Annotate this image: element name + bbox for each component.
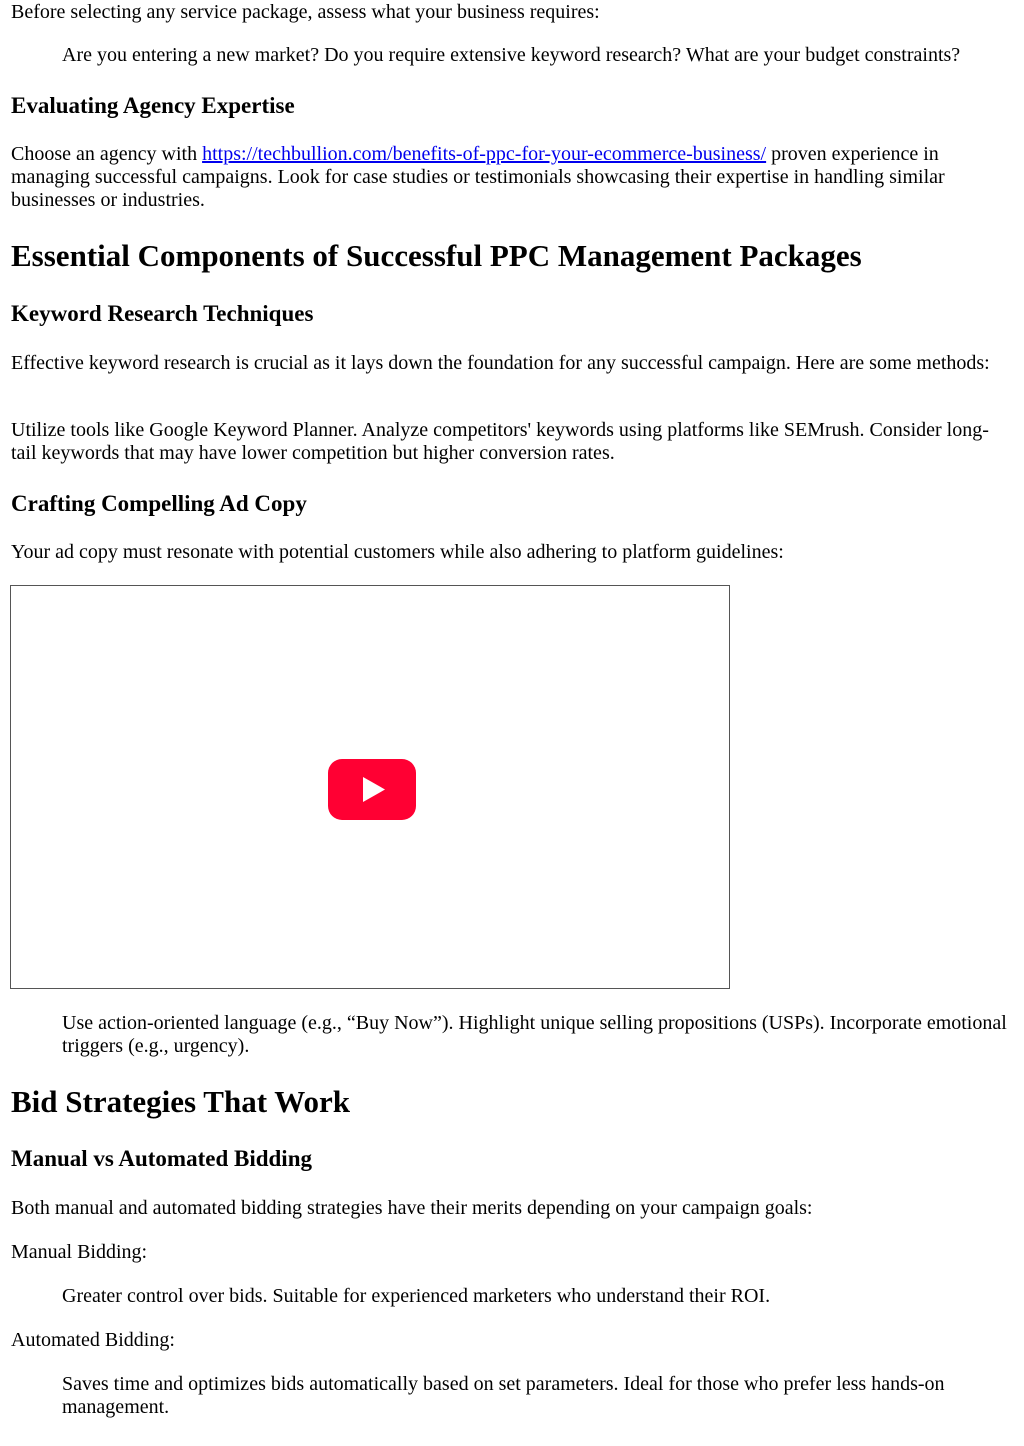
intro-paragraph: Before selecting any service package, assess what your business requires:: [11, 1, 600, 23]
essentials-heading: Essential Components of Successful PPC Management Packages: [11, 238, 862, 273]
bidding-paragraph: Both manual and automated bidding strategies have their merits depending on your campaign goals:: [11, 1197, 813, 1219]
adcopy-tips-quote: Use action-oriented language (e.g., “Buy Now”). Highlight unique selling propositions (USPs). Incorporate emotional triggers (e.g., urgency).: [62, 1012, 1007, 1057]
evaluating-paragraph: [11, 143, 1006, 212]
manual-bidding-label: Manual Bidding:: [11, 1241, 148, 1263]
manual-bidding-quote: Greater control over bids. Suitable for experienced marketers who understand their ROI.: [62, 1285, 771, 1307]
automated-bidding-quote: Saves time and optimizes bids automatically based on set parameters. Ideal for those who prefer less hands-on management.: [62, 1373, 945, 1418]
adcopy-heading: Crafting Compelling Ad Copy: [11, 491, 307, 516]
adcopy-paragraph: Your ad copy must resonate with potential customers while also adhering to platform guidelines:: [11, 541, 784, 563]
video-embed[interactable]: [10, 585, 730, 989]
automated-bidding-label: Automated Bidding:: [11, 1329, 175, 1351]
bid-heading: Bid Strategies That Work: [11, 1084, 351, 1119]
evaluating-heading: Evaluating Agency Expertise: [11, 93, 295, 118]
evaluating-text-before: Choose an agency with: [11, 143, 203, 165]
intro-questions-quote: Are you entering a new market? Do you require extensive keyword research? What are your budget constraints?: [62, 44, 961, 66]
evaluating-text-after: proven experience in managing successful campaigns. Look for case studies or testimonials showcasing their expertise in handling similar businesses or industries.: [11, 143, 945, 211]
keyword-heading: Keyword Research Techniques: [11, 301, 314, 326]
techbullion-link[interactable]: https://techbullion.com/benefits-of-ppc-for-your-ecommerce-business/: [202, 143, 767, 165]
play-icon[interactable]: [328, 759, 416, 820]
keyword-methods-paragraph: Utilize tools like Google Keyword Planner. Analyze competitors' keywords using platforms like SEMrush. Consider long-tail keywords that may have lower competition but higher conversion rates.: [11, 419, 989, 464]
keyword-paragraph: Effective keyword research is crucial as it lays down the foundation for any successful campaign. Here are some methods:: [11, 352, 990, 374]
manual-vs-auto-heading: Manual vs Automated Bidding: [11, 1146, 312, 1171]
